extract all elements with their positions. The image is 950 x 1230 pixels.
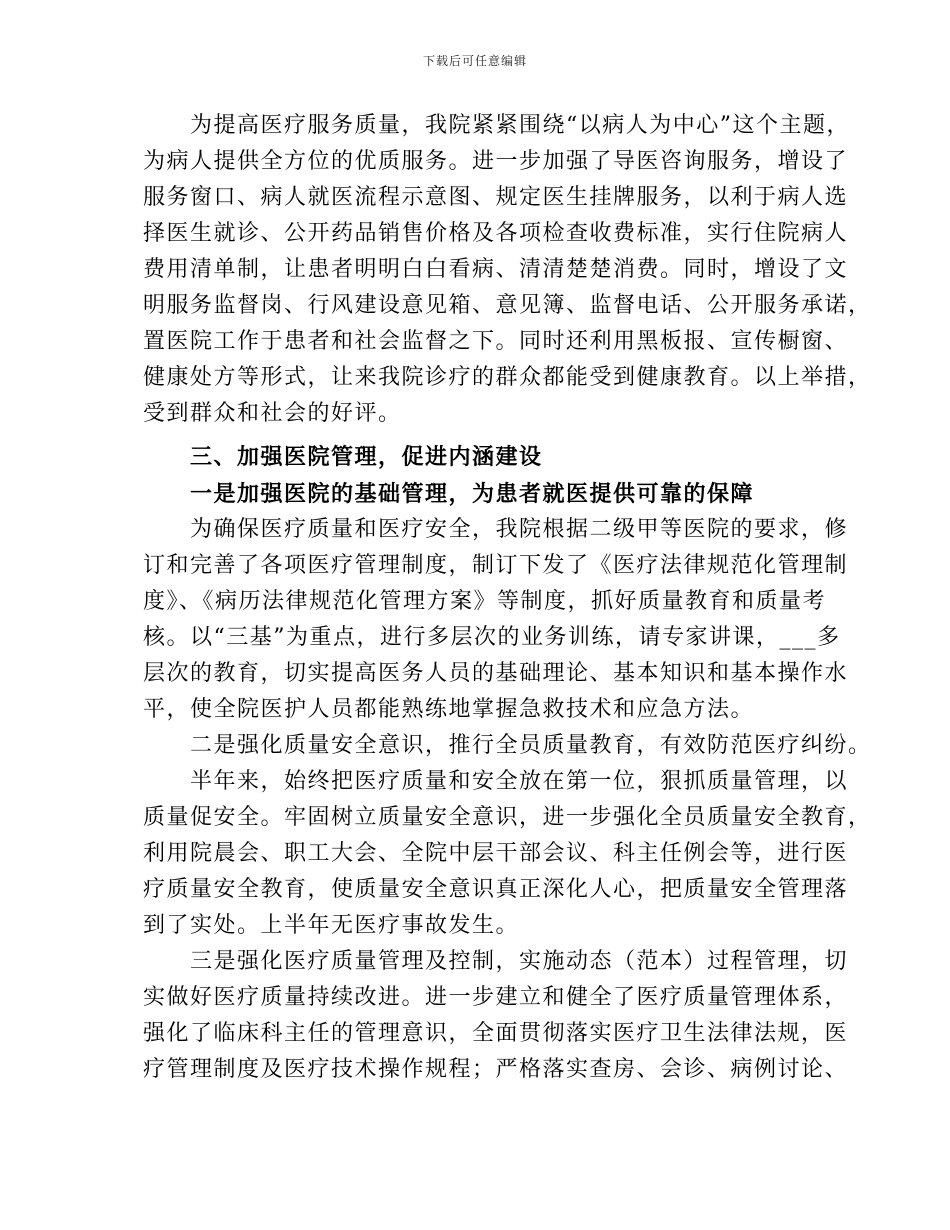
paragraph-line: 强化了临床科主任的管理意识，全面贯彻落实医疗卫生法律法规，医 [143,1021,849,1046]
paragraph-line: 置医院工作于患者和社会监督之下。同时还利用黑板报、宣传橱窗、 [143,329,849,354]
paragraph-line: 疗质量安全教育，使质量安全意识真正深化人心，把质量安全管理落 [143,877,849,902]
subsection-heading: 一是加强医院的基础管理，为患者就医提供可靠的保障 [190,481,755,507]
paragraph-line: 订和完善了各项医疗管理制度，制订下发了《医疗法律规范化管理制 [143,553,849,578]
paragraph-line: 为提高医疗服务质量，我院紧紧围绕“以病人为中心”这个主题， [190,113,850,138]
paragraph-line: 明服务监督岗、行风建设意见箱、意见簿、监督电话、公开服务承诺， [143,293,872,318]
page-header: 下载后可任意编辑 [422,54,527,68]
paragraph-line: 到了实处。上半年无医疗事故发生。 [143,913,520,938]
paragraph-line: 疗管理制度及医疗技术操作规程；严格落实查房、会诊、病例讨论、 [143,1057,849,1082]
paragraph-line: 二是强化质量安全意识，推行全员质量教育，有效防范医疗纠纷。 [190,733,872,758]
paragraph-line: 平，使全院医护人员都能熟练地掌握急救技术和应急方法。 [143,697,755,722]
paragraph-line: 健康处方等形式，让来我院诊疗的群众都能受到健康教育。以上举措， [143,365,872,390]
paragraph-line: 核。以“三基”为重点，进行多层次的业务训练，请专家讲课，___多 [143,625,841,650]
paragraph-line: 层次的教育，切实提高医务人员的基础理论、基本知识和基本操作水 [143,661,849,686]
paragraph-line: 半年来，始终把医疗质量和安全放在第一位，狠抓质量管理，以 [190,769,849,794]
paragraph-line: 择医生就诊、公开药品销售价格及各项检查收费标准，实行住院病人 [143,221,849,246]
paragraph-line: 费用清单制，让患者明明白白看病、清清楚楚消费。同时，增设了文 [143,257,849,282]
paragraph-line: 三是强化医疗质量管理及控制，实施动态（范本）过程管理，切 [190,949,849,974]
paragraph-line: 受到群众和社会的好评。 [143,401,402,426]
paragraph-line: 度》、《病历法律规范化管理方案》等制度，抓好质量教育和质量考 [143,589,827,614]
paragraph-line: 服务窗口、病人就医流程示意图、规定医生挂牌服务，以利于病人选 [143,185,849,210]
paragraph-line: 为病人提供全方位的优质服务。进一步加强了导医咨询服务，增设了 [143,149,849,174]
paragraph-line: 为确保医疗质量和医疗安全，我院根据二级甲等医院的要求，修 [190,517,849,542]
paragraph-line: 利用院晨会、职工大会、全院中层干部会议、科主任例会等，进行医 [143,841,849,866]
section-heading: 三、加强医院管理，促进内涵建设 [190,444,543,470]
paragraph-line: 质量促安全。牢固树立质量安全意识，进一步强化全员质量安全教育， [143,805,872,830]
paragraph-line: 实做好医疗质量持续改进。进一步建立和健全了医疗质量管理体系， [143,985,849,1010]
